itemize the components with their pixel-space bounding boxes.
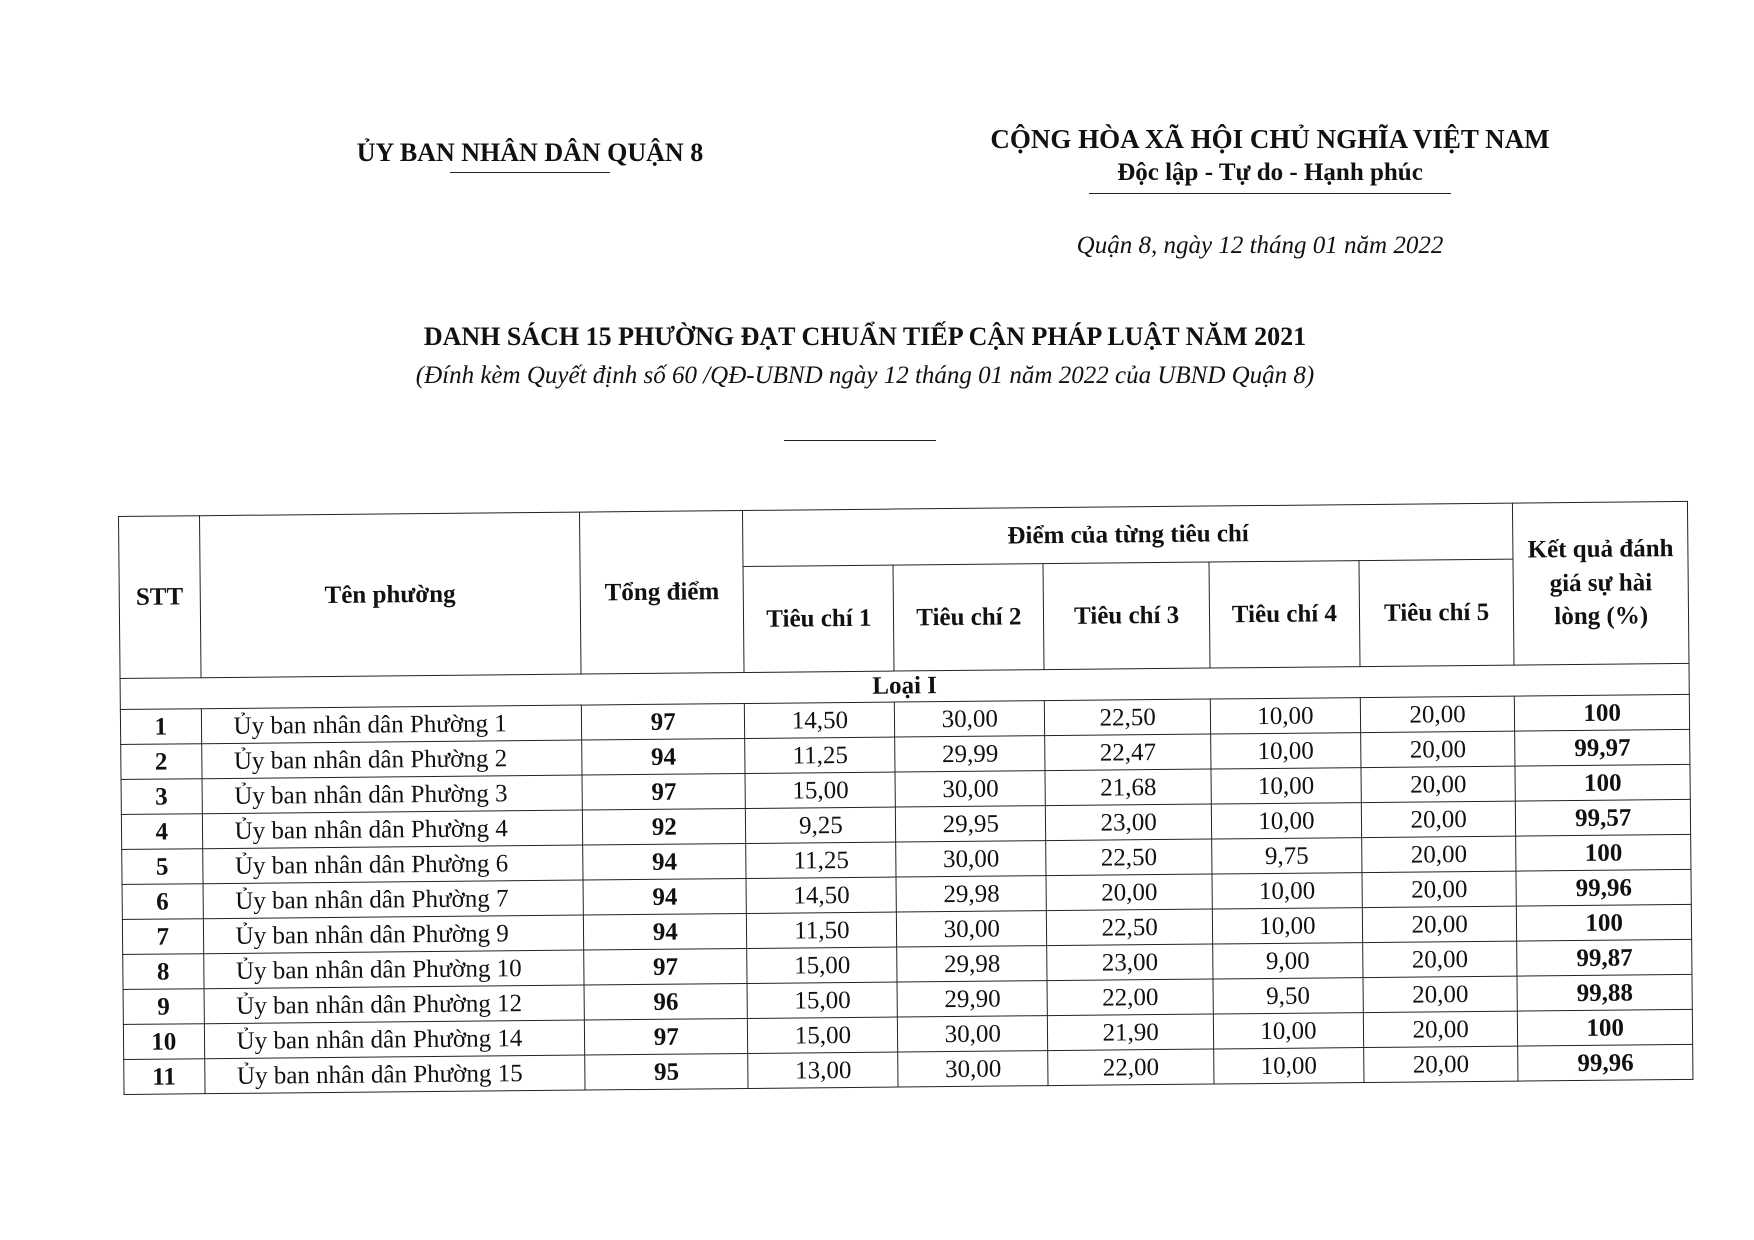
cell-criterion-4: 10,00 (1210, 698, 1360, 734)
agency-header (330, 138, 730, 173)
cell-satisfaction: 99,87 (1517, 939, 1692, 976)
cell-total-score: 97 (584, 1018, 748, 1055)
cell-criterion-2: 29,90 (897, 981, 1047, 1017)
cell-ward-name: Ủy ban nhân dân Phường 12 (204, 985, 585, 1024)
cell-criterion-1: 11,25 (745, 737, 895, 773)
cell-stt: 4 (121, 814, 202, 850)
cell-criterion-1: 11,25 (746, 842, 896, 878)
cell-criterion-1: 13,00 (748, 1052, 898, 1088)
cell-criterion-2: 30,00 (897, 911, 1047, 947)
cell-criterion-4: 10,00 (1212, 873, 1362, 909)
national-header (960, 124, 1580, 194)
cell-ward-name: Ủy ban nhân dân Phường 7 (203, 880, 584, 919)
cell-criterion-3: 22,50 (1045, 699, 1211, 736)
cell-criterion-4: 10,00 (1211, 733, 1361, 769)
cell-criterion-1: 15,00 (748, 1017, 898, 1053)
cell-stt: 10 (123, 1024, 204, 1060)
cell-criterion-1: 11,50 (747, 912, 897, 948)
cell-criterion-5: 20,00 (1361, 731, 1516, 767)
cell-ward-name: Ủy ban nhân dân Phường 10 (203, 950, 584, 989)
cell-criterion-5: 20,00 (1363, 976, 1518, 1012)
cell-criterion-2: 29,98 (897, 946, 1047, 982)
cell-criterion-4: 10,00 (1214, 1048, 1364, 1084)
cell-stt: 2 (121, 744, 202, 780)
header-total-score: Tổng điểm (580, 511, 745, 675)
cell-total-score: 96 (584, 983, 748, 1020)
cell-criterion-3: 22,50 (1047, 909, 1213, 946)
cell-ward-name: Ủy ban nhân dân Phường 3 (202, 775, 583, 814)
cell-total-score: 94 (583, 843, 747, 880)
cell-criterion-4: 9,00 (1213, 943, 1363, 979)
cell-criterion-2: 30,00 (898, 1016, 1048, 1052)
cell-satisfaction: 100 (1516, 834, 1691, 871)
cell-criterion-5: 20,00 (1364, 1046, 1519, 1082)
cell-criterion-5: 20,00 (1363, 941, 1518, 977)
cell-satisfaction: 99,97 (1515, 729, 1690, 766)
cell-stt: 7 (122, 919, 203, 955)
header-criterion-1: Tiêu chí 1 (743, 565, 894, 672)
group-label: Loại I (120, 663, 1689, 709)
cell-criterion-3: 21,68 (1045, 769, 1211, 806)
cell-total-score: 97 (581, 703, 745, 740)
cell-criterion-5: 20,00 (1361, 801, 1516, 837)
document-title: DANH SÁCH 15 PHƯỜNG ĐẠT CHUẨN TIẾP CẬN PHÁP LUẬT NĂM 2021 (423, 322, 1307, 351)
header-ward-name: Tên phường (199, 512, 581, 678)
cell-criterion-2: 29,95 (896, 806, 1046, 842)
cell-criterion-2: 29,99 (895, 736, 1045, 772)
agency-name: ỦY BAN NHÂN DÂN QUẬN 8 (356, 138, 704, 167)
cell-stt: 6 (122, 884, 203, 920)
cell-criterion-1: 15,00 (747, 982, 897, 1018)
cell-criterion-2: 30,00 (898, 1051, 1048, 1087)
cell-ward-name: Ủy ban nhân dân Phường 6 (202, 845, 583, 884)
cell-criterion-4: 10,00 (1211, 803, 1361, 839)
cell-satisfaction: 99,96 (1516, 869, 1691, 906)
country-name: CỘNG HÒA XÃ HỘI CHỦ NGHĨA VIỆT NAM (990, 124, 1550, 154)
cell-ward-name: Ủy ban nhân dân Phường 9 (203, 915, 584, 954)
cell-criterion-4: 10,00 (1211, 768, 1361, 804)
document-date: Quận 8, ngày 12 tháng 01 năm 2022 (1076, 232, 1444, 259)
wards-table (118, 501, 1693, 1095)
cell-stt: 3 (121, 779, 202, 815)
cell-criterion-5: 20,00 (1361, 766, 1516, 802)
cell-criterion-4: 9,75 (1212, 838, 1362, 874)
cell-satisfaction: 100 (1515, 764, 1690, 801)
cell-ward-name: Ủy ban nhân dân Phường 1 (201, 705, 582, 744)
cell-satisfaction: 100 (1518, 1009, 1693, 1046)
cell-total-score: 94 (582, 738, 746, 775)
cell-stt: 11 (124, 1059, 205, 1095)
cell-satisfaction: 100 (1517, 904, 1692, 941)
cell-stt: 8 (123, 954, 204, 990)
cell-criterion-1: 15,00 (747, 947, 897, 983)
cell-ward-name: Ủy ban nhân dân Phường 2 (201, 740, 582, 779)
cell-satisfaction: 99,96 (1518, 1044, 1693, 1081)
cell-satisfaction: 99,88 (1517, 974, 1692, 1011)
header-criteria-group: Điểm của từng tiêu chí (743, 503, 1513, 566)
cell-ward-name: Ủy ban nhân dân Phường 14 (204, 1020, 585, 1059)
table-body (120, 663, 1693, 1094)
cell-total-score: 97 (582, 773, 746, 810)
header-criterion-2: Tiêu chí 2 (893, 564, 1044, 671)
cell-criterion-3: 22,50 (1046, 839, 1212, 876)
cell-criterion-5: 20,00 (1362, 871, 1517, 907)
cell-criterion-3: 22,00 (1047, 979, 1213, 1016)
cell-criterion-2: 30,00 (896, 841, 1046, 877)
header-criterion-5: Tiêu chí 5 (1359, 559, 1514, 666)
cell-total-score: 92 (582, 808, 746, 845)
cell-ward-name: Ủy ban nhân dân Phường 4 (202, 810, 583, 849)
document-subtitle: (Đính kèm Quyết định số 60 /QĐ-UBND ngày 12 tháng 01 năm 2022 của UBND Quận 8) (415, 362, 1315, 389)
cell-criterion-4: 9,50 (1213, 978, 1363, 1014)
cell-stt: 9 (123, 989, 204, 1025)
cell-criterion-4: 10,00 (1212, 908, 1362, 944)
cell-criterion-4: 10,00 (1213, 1013, 1363, 1049)
cell-total-score: 97 (584, 948, 748, 985)
cell-criterion-1: 14,50 (745, 702, 895, 738)
cell-criterion-5: 20,00 (1360, 696, 1515, 732)
cell-satisfaction: 99,57 (1516, 799, 1691, 836)
cell-criterion-1: 15,00 (745, 772, 895, 808)
cell-criterion-3: 23,00 (1047, 944, 1213, 981)
header-criterion-3: Tiêu chí 3 (1043, 562, 1210, 670)
cell-criterion-3: 22,00 (1048, 1049, 1214, 1086)
motto-underline (1089, 193, 1451, 194)
national-motto: Độc lập - Tự do - Hạnh phúc (1117, 159, 1423, 186)
cell-criterion-2: 30,00 (895, 701, 1045, 737)
cell-satisfaction: 100 (1515, 694, 1690, 731)
cell-criterion-3: 21,90 (1048, 1014, 1214, 1051)
cell-criterion-3: 23,00 (1046, 804, 1212, 841)
header-criterion-4: Tiêu chí 4 (1209, 561, 1360, 668)
cell-criterion-2: 29,98 (896, 876, 1046, 912)
title-divider (784, 440, 936, 441)
cell-criterion-3: 20,00 (1046, 874, 1212, 911)
cell-total-score: 94 (583, 913, 747, 950)
agency-underline (450, 172, 610, 173)
cell-total-score: 94 (583, 878, 747, 915)
cell-criterion-2: 30,00 (895, 771, 1045, 807)
cell-stt: 1 (120, 709, 201, 745)
cell-criterion-3: 22,47 (1045, 734, 1211, 771)
header-stt: STT (119, 516, 201, 679)
header-satisfaction: Kết quả đánh giá sự hài lòng (%) (1513, 501, 1689, 665)
cell-criterion-5: 20,00 (1362, 906, 1517, 942)
cell-criterion-1: 9,25 (746, 807, 896, 843)
cell-total-score: 95 (585, 1053, 749, 1090)
cell-criterion-1: 14,50 (746, 877, 896, 913)
cell-ward-name: Ủy ban nhân dân Phường 15 (204, 1055, 585, 1094)
cell-stt: 5 (122, 849, 203, 885)
cell-criterion-5: 20,00 (1362, 836, 1517, 872)
cell-criterion-5: 20,00 (1363, 1011, 1518, 1047)
